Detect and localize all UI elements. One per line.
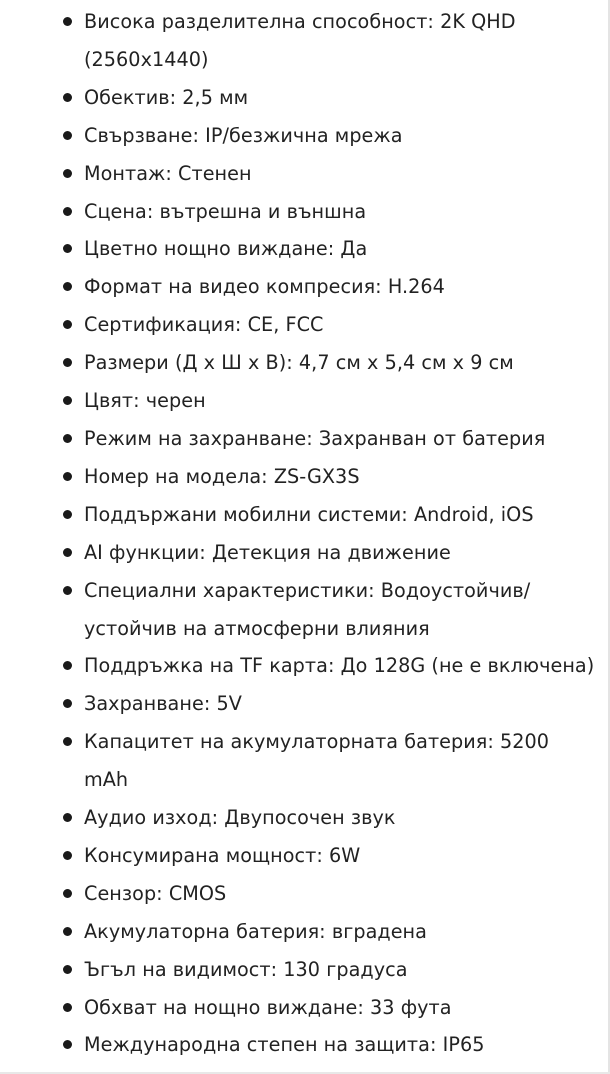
bullet-icon: [63, 169, 72, 178]
bullet-icon: [63, 396, 72, 405]
spec-item-power-mode: [0, 420, 610, 458]
bullet-icon: [63, 586, 72, 595]
spec-text: Обектив: 2,5 мм: [84, 85, 249, 109]
spec-item-mounting: [0, 155, 610, 193]
spec-text: Монтаж: Стенен: [84, 161, 252, 185]
spec-text: Формат на видео компресия: H.264: [84, 275, 445, 299]
spec-item-ip-rating: [0, 1026, 610, 1064]
bullet-icon: [63, 358, 72, 367]
bullet-icon: [63, 548, 72, 557]
spec-text: Сертификация: CE, FCC: [84, 313, 324, 337]
spec-item-tf-card: [0, 647, 610, 685]
spec-text: Сензор: CMOS: [84, 881, 227, 905]
bullet-icon: [63, 813, 72, 822]
bullet-icon: [63, 1003, 72, 1012]
bullet-icon: [63, 851, 72, 860]
bullet-icon: [63, 207, 72, 216]
bullet-icon: [63, 927, 72, 936]
spec-item-color-night-vision: [0, 230, 610, 268]
spec-text: Цветно нощно виждане: Да: [84, 237, 368, 261]
spec-item-battery: [0, 913, 610, 951]
spec-item-power-supply: [0, 685, 610, 723]
spec-item-night-vision-range: [0, 989, 610, 1027]
spec-text: Режим на захранване: Захранван от батерия: [84, 426, 546, 450]
bullet-icon: [63, 472, 72, 481]
bullet-icon: [63, 510, 72, 519]
bullet-icon: [63, 131, 72, 140]
spec-text: Международна степен на защита: IP65: [84, 1033, 485, 1057]
spec-item-ai-functions: [0, 534, 610, 572]
spec-item-model-number: [0, 458, 610, 496]
spec-item-power-consumption: [0, 837, 610, 875]
spec-text: Цвят: черен: [84, 389, 206, 413]
spec-text: Консумирана мощност: 6W: [84, 843, 361, 867]
spec-item-special-features: [0, 572, 610, 648]
bullet-icon: [63, 17, 72, 26]
spec-item-connectivity: [0, 117, 610, 155]
spec-item-certification: [0, 306, 610, 344]
bullet-icon: [63, 661, 72, 670]
bullet-icon: [63, 93, 72, 102]
spec-text: Акумулаторна батерия: вградена: [84, 919, 427, 943]
spec-text: Захранване: 5V: [84, 692, 242, 716]
spec-item-scene: [0, 193, 610, 231]
bullet-icon: [63, 737, 72, 746]
spec-item-lens: [0, 79, 610, 117]
bullet-icon: [63, 244, 72, 253]
bullet-icon: [63, 965, 72, 974]
spec-item-audio-output: [0, 799, 610, 837]
spec-text: Висока разделителна способност: 2K QHD (2560x1440): [84, 10, 516, 71]
bullet-icon: [63, 1040, 72, 1049]
bullet-icon: [63, 889, 72, 898]
spec-text: Аудио изход: Двупосочен звук: [84, 806, 396, 830]
spec-text: Ъгъл на видимост: 130 градуса: [84, 957, 408, 981]
spec-item-viewing-angle: [0, 951, 610, 989]
spec-text: Сцена: вътрешна и външна: [84, 199, 367, 223]
spec-text: Поддръжка на TF карта: До 128G (не е включена): [84, 654, 595, 678]
spec-text: Специални характеристики: Водоустойчив/ устойчив на атмосферни влияния: [84, 578, 531, 640]
bullet-icon: [63, 320, 72, 329]
bullet-icon: [63, 434, 72, 443]
spec-text: Номер на модела: ZS-GX3S: [84, 464, 360, 488]
bullet-icon: [63, 282, 72, 291]
spec-item-resolution: [0, 3, 610, 79]
spec-text: Поддържани мобилни системи: Android, iOS: [84, 502, 534, 526]
spec-text: Свързване: IP/безжична мрежа: [84, 123, 403, 147]
spec-text: AI функции: Детекция на движение: [84, 540, 451, 564]
spec-item-color: [0, 382, 610, 420]
spec-text: Размери (Д x Ш x В): 4,7 см x 5,4 см x 9 см: [84, 351, 514, 375]
bullet-icon: [63, 699, 72, 708]
spec-item-video-compression: [0, 268, 610, 306]
spec-text: Обхват на нощно виждане: 33 фута: [84, 995, 452, 1019]
specifications-list: [0, 3, 610, 1064]
spec-item-mobile-systems: [0, 496, 610, 534]
spec-item-sensor: [0, 875, 610, 913]
spec-item-dimensions: [0, 344, 610, 382]
spec-item-battery-capacity: [0, 723, 610, 799]
spec-text: Капацитет на акумулаторната батерия: 5200 mAh: [84, 730, 550, 792]
